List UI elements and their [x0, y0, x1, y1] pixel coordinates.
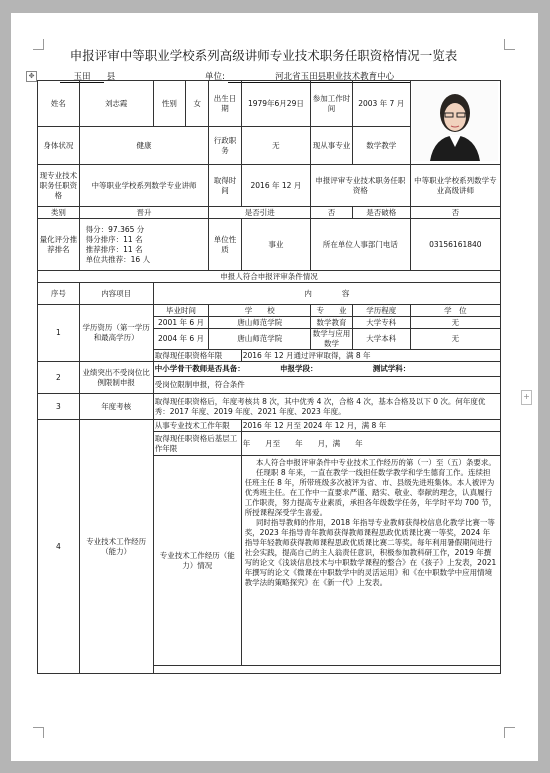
- hr-phone-label: 所在单位人事部门电话: [311, 219, 411, 271]
- major-label: 现从事专业: [311, 127, 353, 165]
- row2-item: 业绩突出不受岗位比例限制申报: [79, 362, 153, 394]
- county-suffix: 县: [106, 72, 116, 82]
- edu-header-time: 毕业时间: [153, 305, 209, 317]
- score-rank-line: 得分排序：11 名: [85, 234, 143, 244]
- category-label: 类别: [38, 207, 80, 219]
- unit-value: 河北省玉田县职业技术教育中心: [228, 70, 442, 83]
- edu-cell: 数学与应用数学: [311, 329, 353, 350]
- edu-cell: 大学专科: [352, 317, 410, 329]
- row2-line1: [153, 362, 500, 377]
- experience-content: [241, 456, 500, 666]
- work-years-value: 2016 年 12 月至 2024 年 12 月，满 8 年: [241, 420, 500, 432]
- unit-total-line: 单位共推荐：16 人: [85, 254, 151, 264]
- edu-cell: 无: [410, 317, 500, 329]
- current-title-label: 现专业技术职务任职资格: [38, 165, 80, 207]
- main-table-wrap: [37, 80, 501, 674]
- work-value: 2003 年 7 月: [352, 81, 410, 127]
- edu-header-school: 学 校: [209, 305, 311, 317]
- exception-value: 否: [410, 207, 500, 219]
- unit-label: 单位:: [205, 72, 225, 82]
- birth-label: 出生日期: [209, 81, 241, 127]
- grassroots-label: 取得现任职资格后基层工作年限: [153, 432, 241, 456]
- health-value: 健康: [79, 127, 209, 165]
- exception-label: 是否破格: [352, 207, 410, 219]
- crop-mark-bottom-left: [33, 727, 44, 738]
- empty-row: [153, 666, 500, 674]
- edu-header-degree: 学 位: [410, 305, 500, 317]
- edu-cell: 唐山师范学院: [209, 329, 311, 350]
- category-value: 晋升: [79, 207, 209, 219]
- current-title-value: 中等职业学校系列数学专业讲师: [79, 165, 209, 207]
- test-subject-label: 测试学科：: [372, 364, 411, 373]
- row1-no: 1: [38, 305, 80, 362]
- col-header-content: 内 容: [153, 283, 500, 305]
- info-table: [37, 80, 501, 674]
- edu-header-level: 学历程度: [352, 305, 410, 317]
- experience-paragraph-3: 同时指导教师的作用，2018 年指导专业教师获得校信息化教学比赛一等奖，2023 年指导青年教师获得教师课程思政优质课比赛一等奖，2024 年指导年轻教师获得教师课程思政优质课比赛二等奖。每年利用暑假期间进行社会实践，提高自己的主人翁责任意识，积极参加教科研工作，2019 年撰写的论文《浅谈信息技术与中职数学课程的整合》在《孩子》上发表，2021 年撰写的论文《微课在中职数学中的灵活运用》和《在中职数学中应用情境教学法的策略探究》在《新一代》上发表。: [244, 518, 497, 587]
- major-value: 数学教学: [352, 127, 410, 165]
- obtain-time-label: 取得时间: [209, 165, 241, 207]
- work-label: 参加工作时间: [311, 81, 353, 127]
- apply-stage-label: 申报学段：: [279, 364, 318, 373]
- health-label: 身体状况: [38, 127, 80, 165]
- row3-item: 年度考核: [79, 394, 153, 420]
- unit-nature-value: 事业: [241, 219, 310, 271]
- experience-label: 专业技术工作经历（能力）情况: [153, 456, 241, 666]
- special-label: 是否引进: [209, 207, 311, 219]
- recommend-rank-line: 推荐排序：11 名: [85, 244, 143, 254]
- admin-label: 行政职务: [209, 127, 241, 165]
- col-header-no: 序号: [38, 283, 80, 305]
- edu-header-major: 专 业: [311, 305, 353, 317]
- tenure-label: 取得现任职资格年限: [153, 350, 241, 362]
- row4-no: 4: [38, 420, 80, 674]
- hr-phone-value: 03156161840: [410, 219, 500, 271]
- admin-value: 无: [241, 127, 310, 165]
- edu-cell: 2001 年 6 月: [153, 317, 209, 329]
- work-years-label: 从事专业技术工作年限: [153, 420, 241, 432]
- col-header-item: 内容项目: [79, 283, 153, 305]
- gender-value: 女: [186, 81, 209, 127]
- page-title: 申报评审中等职业学校系列高级讲师专业技术职务任职资格情况一览表: [69, 48, 458, 63]
- edu-cell: 大学本科: [352, 329, 410, 350]
- name-label: 姓名: [38, 81, 80, 127]
- grassroots-value: 年 月至 年 月，满 年: [241, 432, 500, 456]
- experience-paragraph-1: 本人符合申报评审条件中专业技术工作经历的第（一）至（五）条要求。: [255, 458, 496, 467]
- portrait-photo: [412, 81, 498, 161]
- score-detail: [79, 219, 209, 271]
- unit-nature-label: 单位性质: [209, 219, 241, 271]
- edu-cell: 无: [410, 329, 500, 350]
- row2-line2: 受岗位限制申报，符合条件: [153, 377, 500, 394]
- tenure-value: 2016 年 12 月通过评审取得，满 8 年: [241, 350, 500, 362]
- score-line: 得分：97.365 分: [85, 224, 145, 234]
- row-resize-handle[interactable]: +: [521, 390, 532, 405]
- row1-item: 学历资历（第一学历和最高学历）: [79, 305, 153, 362]
- photo-cell: [410, 81, 500, 165]
- row2-no: 2: [38, 362, 80, 394]
- crop-mark-bottom-right: [504, 727, 515, 738]
- edu-cell: 唐山师范学院: [209, 317, 311, 329]
- apply-value: 中等职业学校系列数学专业高级讲师: [410, 165, 500, 207]
- apply-label: 申报评审专业技术职务任职资格: [311, 165, 411, 207]
- experience-paragraph-2: 任现职 8 年来，一直在教学一线担任数学教学和学生德育工作。连续担任班主任 8 年，所带班级多次被评为省、市、县级先进班集体。本人被评为优秀班主任。在工作中一直要求严谨、踏实、敬业、奉献的理念，认真履行工作职责，努力提高专业素质，承担各年级数学任务，年学时平均 700 节，所授课程深受学生喜爱。: [244, 468, 497, 517]
- name-value: 刘志霞: [79, 81, 153, 127]
- gender-label: 性别: [153, 81, 185, 127]
- obtain-time-value: 2016 年 12 月: [241, 165, 310, 207]
- backbone-teacher-label: 中小学骨干教师是否具备：: [154, 364, 245, 373]
- annual-review-text: 取得现任职资格后，年度考核共 8 次，其中优秀 4 次，合格 4 次，基本合格及以下 0 次。何年度优秀：2017 年度、2019 年度、2021 年度、2023 年度。: [153, 394, 500, 420]
- birth-value: 1979年6月29日: [241, 81, 310, 127]
- county-value: 玉田: [60, 70, 104, 83]
- table-move-handle[interactable]: ✥: [26, 71, 37, 82]
- row4-item: 专业技术工作经历（能力）: [79, 420, 153, 674]
- row3-no: 3: [38, 394, 80, 420]
- score-label: 量化评分推荐排名: [38, 219, 80, 271]
- edu-cell: 2004 年 6 月: [153, 329, 209, 350]
- special-value: 否: [311, 207, 353, 219]
- conditions-section-title: 申报人符合申报评审条件情况: [38, 271, 501, 283]
- edu-cell: 数学教育: [311, 317, 353, 329]
